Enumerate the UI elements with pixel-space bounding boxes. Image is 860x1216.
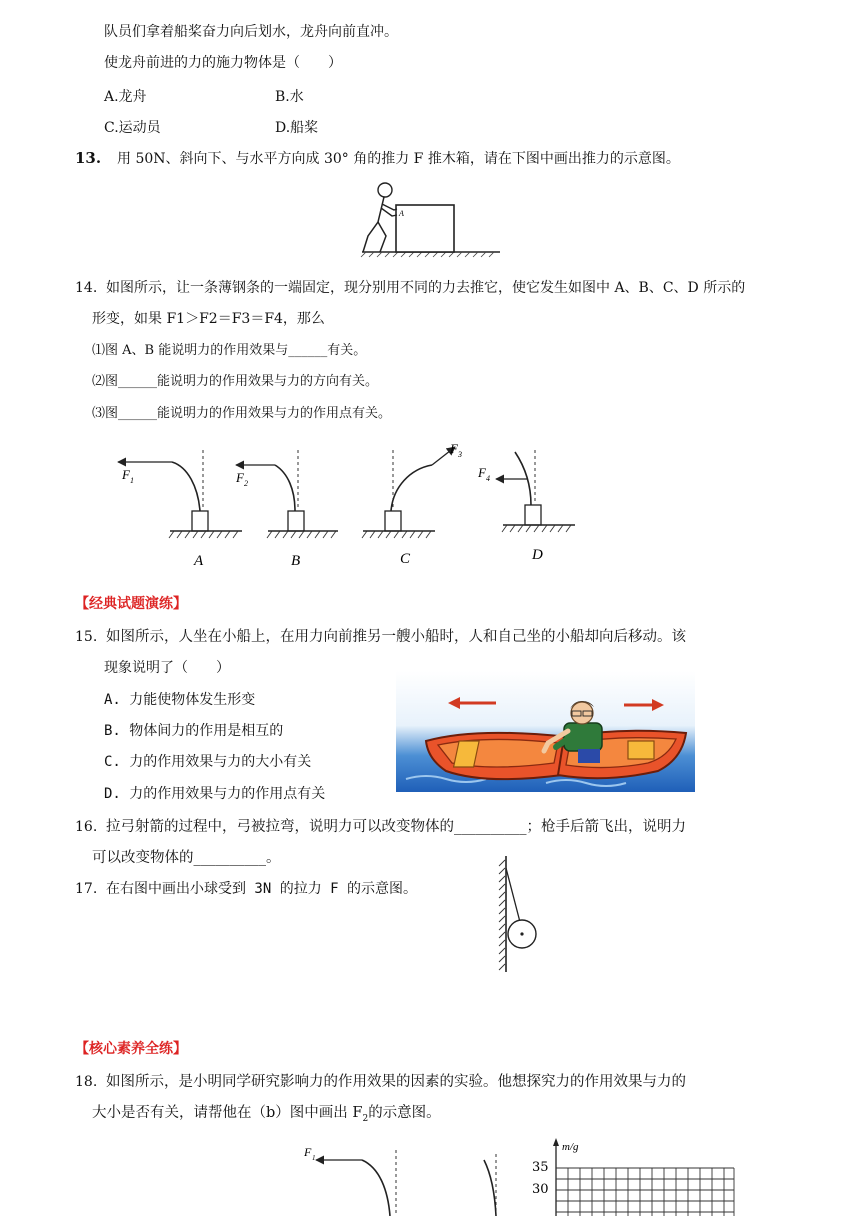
force-f2-sub: 2: [244, 479, 248, 488]
q18-line2-sub: 2: [362, 1113, 369, 1124]
q12-option-c: C.运动员: [104, 120, 161, 136]
panel-b-label: B: [291, 553, 301, 569]
q18-number: 18.: [75, 1074, 98, 1090]
panel-a-label: A: [194, 553, 204, 569]
q16-number: 16.: [75, 819, 98, 835]
panel-c-label: C: [400, 551, 411, 567]
q15-line2: 现象说明了（ ）: [104, 660, 230, 676]
force-f3-sub: 3: [458, 450, 462, 459]
q18-force-f1-label: F: [304, 1145, 312, 1159]
panel-d: [477, 450, 575, 563]
q13-point-label: A: [399, 209, 404, 218]
q15-option-a: A. 力能使物体发生形变: [104, 692, 256, 708]
q14-steel-strip-figure: [110, 435, 590, 570]
q14-sub2: ⑵图______能说明力的作用效果与力的方向有关。: [92, 374, 379, 389]
q15-option-b: B. 物体间力的作用是相互的: [104, 723, 284, 739]
force-f1-label: F: [122, 467, 130, 482]
q18-line2-b: 的示意图。: [368, 1105, 441, 1121]
q12-line1: 队员们拿着船桨奋力向后划水，龙舟向前直冲。: [104, 24, 398, 40]
q15-boats-figure: [396, 671, 695, 792]
q14-sub3: ⑶图______能说明力的作用效果与力的作用点有关。: [92, 406, 392, 421]
section-header-core: 【核心素养全练】: [75, 1041, 187, 1057]
force-f4-label: F: [478, 465, 486, 480]
q15-option-d: D. 力的作用效果与力的作用点有关: [104, 786, 326, 802]
q17-text: 在右图中画出小球受到 3N 的拉力 F 的示意图。: [106, 881, 417, 897]
force-f4-sub: 4: [486, 474, 490, 483]
q18-figures: [296, 1136, 741, 1216]
q15-option-c: C. 力的作用效果与力的大小有关: [104, 754, 312, 770]
q16-line2: 可以改变物体的__________。: [92, 850, 281, 866]
q12-option-b: B.水: [275, 89, 304, 105]
q14-line1: 如图所示，让一条薄钢条的一端固定，现分别用不同的力去推它，使它发生如图中 A、B、C、D 所示的: [106, 280, 746, 296]
q13-text: 用 50N、斜向下、与水平方向成 30° 角的推力 F 推木箱，请在下图中画出推力的示意图。: [117, 151, 680, 167]
q12-option-d: D.船桨: [275, 120, 319, 136]
graph-y-axis-label: m/g: [562, 1141, 579, 1153]
force-f3-label: F: [450, 441, 458, 456]
q16-line1: 拉弓射箭的过程中，弓被拉弯，说明力可以改变物体的__________；枪手后箭飞出，说明力: [106, 819, 686, 835]
panel-a: [118, 450, 242, 569]
panel-d-label: D: [532, 547, 543, 563]
panel-b: [235, 450, 338, 569]
section-header-classic: 【经典试题演练】: [75, 596, 187, 612]
q14-number: 14.: [75, 280, 98, 296]
q13-push-box-figure: [360, 180, 500, 258]
q18-line2: [92, 1103, 441, 1129]
graph-grid: [556, 1168, 734, 1216]
q14-line2: 形变，如果 F1＞F2＝F3＝F4，那么: [92, 311, 325, 327]
q12-line2: 使龙舟前进的力的施力物体是（ ）: [104, 55, 342, 71]
q18-line2-a: 大小是否有关，请帮他在（b）图中画出 F: [92, 1105, 363, 1121]
graph-tick-35: 35: [532, 1160, 549, 1175]
force-f2-label: F: [236, 470, 244, 485]
q14-sub1: ⑴图 A、B 能说明力的作用效果与______有关。: [92, 343, 367, 358]
q15-number: 15.: [75, 629, 98, 645]
q18-force-f1-sub: 1: [312, 1154, 316, 1162]
q13-number: 13.: [75, 149, 102, 167]
force-f1-sub: 1: [130, 476, 134, 485]
panel-c: [362, 441, 462, 567]
q17-number: 17.: [75, 881, 98, 897]
q18-line1: 如图所示，是小明同学研究影响力的作用效果的因素的实验。他想探究力的作用效果与力的: [106, 1074, 686, 1090]
q12-option-a: A.龙舟: [104, 89, 147, 105]
graph-tick-30: 30: [532, 1182, 549, 1197]
q15-line1: 如图所示，人坐在小船上，在用力向前推另一艘小船时，人和自己坐的小船却向后移动。该: [106, 629, 686, 645]
q17-hanging-ball-figure: [496, 854, 546, 976]
